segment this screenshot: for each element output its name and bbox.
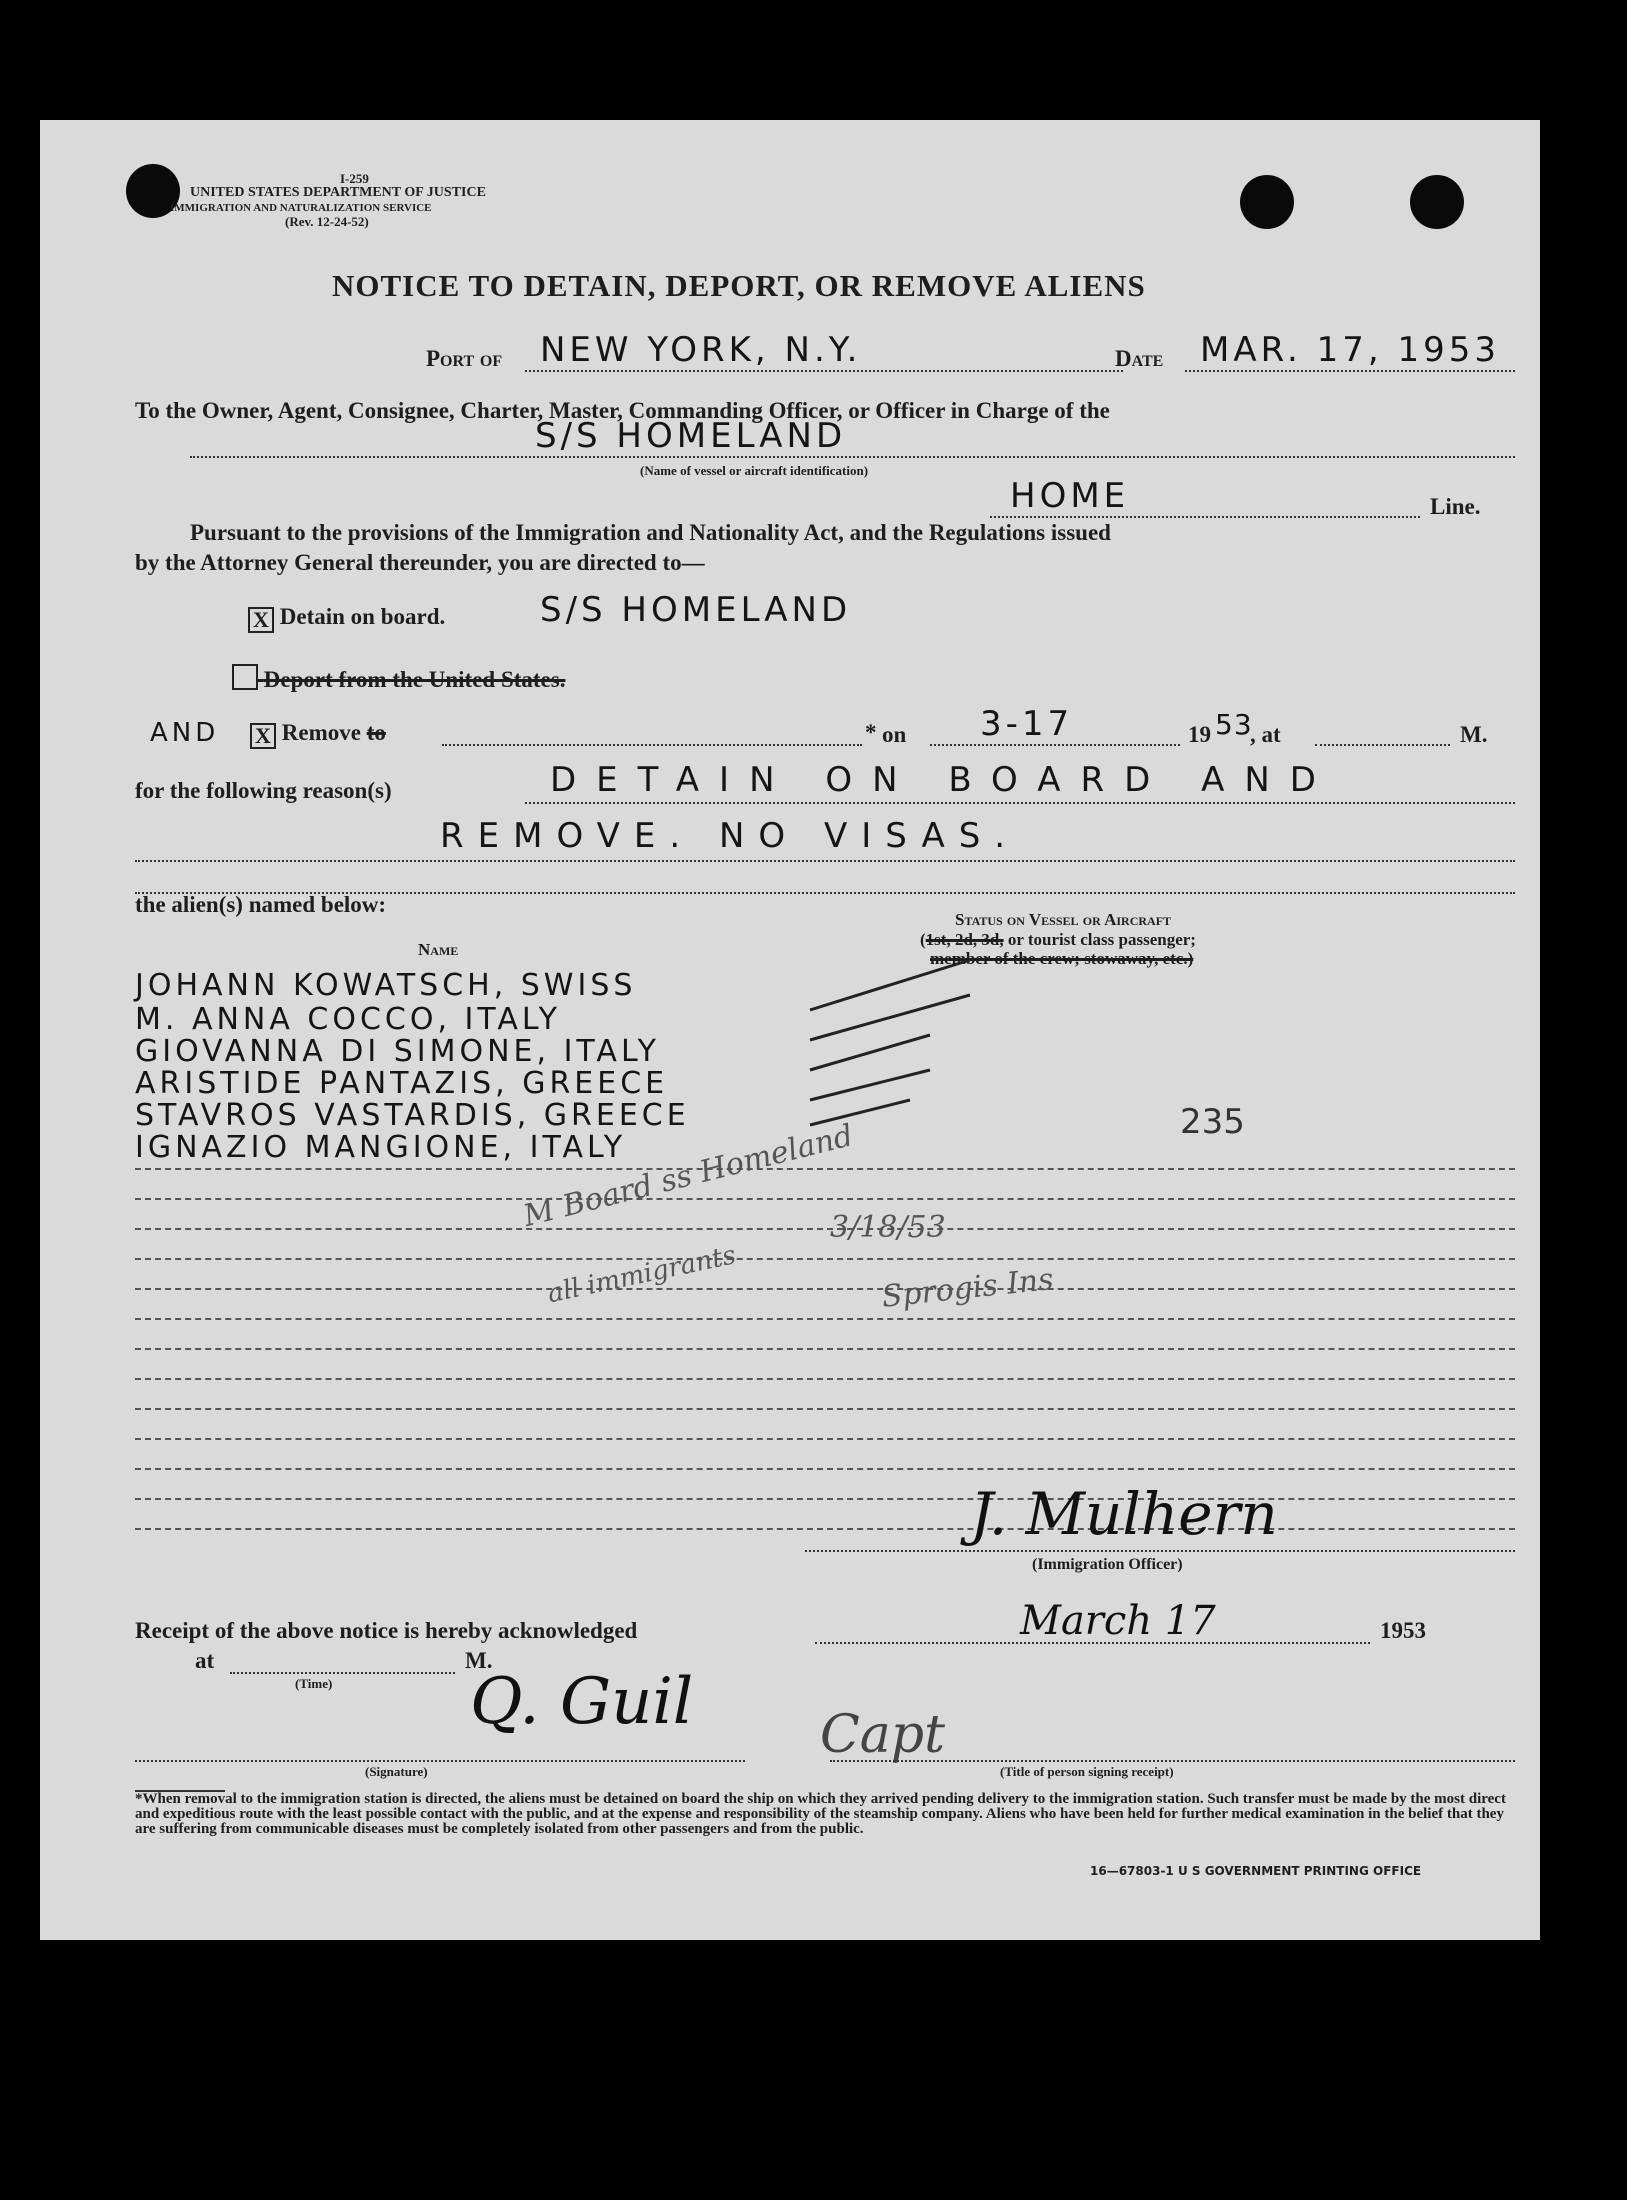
pursuant-text-2: by the Attorney General thereunder, you are directed to— <box>135 550 705 575</box>
officer-line <box>805 1550 1515 1552</box>
reasons-line-1-value: DETAIN ON BOARD AND <box>550 760 1336 800</box>
receipt-signature: Q. Guil <box>470 1665 694 1739</box>
status-subheader-1: (1st, 2d, 3d, or tourist class passenger; <box>920 930 1196 949</box>
date-label: Date <box>1115 346 1164 371</box>
status-tourist-class: or tourist class passenger; <box>1007 930 1196 949</box>
status-column-header: Status on Vessel or Aircraft <box>955 910 1172 929</box>
time-caption: (Time) <box>295 1676 333 1691</box>
ruled-line <box>135 1198 1515 1200</box>
receipt-text: Receipt of the above notice is hereby acknowledged <box>135 1618 638 1643</box>
deport-checkbox <box>232 664 258 690</box>
aliens-label: the alien(s) named below: <box>135 892 387 917</box>
pencil-annotation-date: 3/18/53 <box>830 1210 946 1245</box>
status-ditto-strokes <box>800 940 1220 1150</box>
ruled-line <box>135 1288 1515 1290</box>
remove-checkbox[interactable]: X <box>250 723 276 749</box>
reasons-line-1 <box>525 802 1515 804</box>
form-sheet <box>40 120 1540 1940</box>
line-field <box>990 516 1420 518</box>
status-struck-classes: 1st, 2d, 3d, <box>925 930 1004 949</box>
ruled-line <box>135 1468 1515 1470</box>
title-line <box>830 1760 1515 1762</box>
alien-row: GIOVANNA DI SIMONE, ITALY <box>135 1034 661 1069</box>
alien-row: IGNAZIO MANGIONE, ITALY <box>135 1130 627 1165</box>
line-label: Line. <box>1430 494 1481 519</box>
receipt-date-value: March 17 <box>1020 1598 1216 1644</box>
officer-caption: (Immigration Officer) <box>1032 1556 1183 1573</box>
ruled-line <box>135 1228 1515 1230</box>
ruled-line <box>135 1498 1515 1500</box>
alien-row: JOHANN KOWATSCH, SWISS <box>135 968 637 1003</box>
port-label: Port of <box>426 346 503 371</box>
remove-struck-word: to <box>366 720 386 745</box>
punch-hole <box>1240 175 1294 229</box>
alien-count-number: 235 <box>1180 1102 1245 1142</box>
remove-option[interactable] <box>250 720 386 749</box>
ruled-line <box>135 1348 1515 1350</box>
pencil-annotation-initials: Sprogis Ins <box>880 1261 1056 1315</box>
remove-year-prefix: 19 <box>1188 722 1211 747</box>
remove-on-label: on <box>882 722 907 747</box>
remove-to-line <box>442 744 862 746</box>
addressee-text: To the Owner, Agent, Consignee, Charter, Master, Commanding Officer, or Officer in Charge of the <box>135 398 1110 423</box>
remove-at-label: , at <box>1250 722 1281 747</box>
receipt-m-label: M. <box>465 1648 493 1673</box>
receipt-title-value: Capt <box>820 1705 945 1765</box>
remove-time-line <box>1315 744 1450 746</box>
punch-hole <box>1410 175 1464 229</box>
port-value: NEW YORK, N.Y. <box>540 330 862 370</box>
reasons-label: for the following reason(s) <box>135 778 392 803</box>
vessel-value: S/S HOMELAND <box>535 416 847 456</box>
form-number: I-259 <box>340 171 369 186</box>
detain-vessel: S/S HOMELAND <box>540 590 852 630</box>
ruled-line <box>135 1528 1515 1530</box>
ruled-line <box>135 1378 1515 1380</box>
reasons-line-2 <box>135 860 1515 862</box>
receipt-time-line <box>230 1672 455 1674</box>
reasons-line-2-value: REMOVE. NO VISAS. <box>440 816 1020 856</box>
remove-on-line <box>930 744 1180 746</box>
detain-checkbox[interactable]: X <box>248 607 274 633</box>
line-value: HOME <box>1010 476 1130 516</box>
signature-line <box>135 1760 745 1762</box>
remove-year-value: 53 <box>1215 708 1253 741</box>
deport-label: Deport from the United States. <box>263 667 566 692</box>
printer-code: 16—67803-1 U S GOVERNMENT PRINTING OFFICE <box>1090 1864 1422 1878</box>
pencil-annotation-line-2: all immigrants <box>545 1240 739 1310</box>
remove-on-value: 3-17 <box>980 704 1074 744</box>
alien-row: M. ANNA COCCO, ITALY <box>135 1002 561 1037</box>
ruled-line <box>135 1408 1515 1410</box>
form-title: NOTICE TO DETAIN, DEPORT, OR REMOVE ALIENS <box>332 268 1146 303</box>
ruled-line <box>135 1258 1515 1260</box>
detain-label: Detain on board. <box>279 604 446 629</box>
alien-row: STAVROS VASTARDIS, GREECE <box>135 1098 690 1133</box>
vessel-caption: (Name of vessel or aircraft identification) <box>640 463 869 478</box>
pursuant-text-1: Pursuant to the provisions of the Immigration and Nationality Act, and the Regulations issued <box>190 520 1111 545</box>
signature-caption: (Signature) <box>365 1764 428 1779</box>
alien-row: ARISTIDE PANTAZIS, GREECE <box>135 1066 669 1101</box>
ruled-line <box>135 1168 1515 1170</box>
officer-signature: J. Mulhern <box>970 1480 1278 1548</box>
receipt-at-label: at <box>195 1648 215 1673</box>
name-column-header: Name <box>418 940 459 959</box>
service-name: IMMIGRATION AND NATURALIZATION SERVICE <box>170 202 432 214</box>
remove-m-label: M. <box>1460 722 1488 747</box>
status-subheader-2: member of the crew; stowaway, etc.) <box>930 949 1194 968</box>
deport-option <box>232 664 565 693</box>
department-name: UNITED STATES DEPARTMENT OF JUSTICE <box>190 185 486 200</box>
date-line <box>1185 370 1515 372</box>
remove-asterisk: * <box>865 720 877 745</box>
title-caption: (Title of person signing receipt) <box>1000 1764 1174 1779</box>
port-line <box>525 370 1123 372</box>
vessel-line <box>190 456 1515 458</box>
date-value: MAR. 17, 1953 <box>1200 330 1501 370</box>
form-revision: (Rev. 12-24-52) <box>285 214 369 229</box>
detain-option[interactable] <box>248 604 445 633</box>
ruled-line <box>135 1318 1515 1320</box>
ruled-line <box>135 1438 1515 1440</box>
pencil-annotation-line-1: M Board ss Homeland <box>520 1118 857 1234</box>
receipt-year: 1953 <box>1380 1618 1426 1643</box>
remove-label: Remove <box>281 720 361 745</box>
remove-prefix: AND <box>150 718 220 748</box>
footnote: *When removal to the immigration station is directed, the aliens must be detained on board the ship on which they arrived pending delivery to the immigration station. Such transfer must be made by the most direct and expeditious route with the least possible contact with the public, and at the expense and responsibility of the steamship company. Aliens who have been held for further medical examination in the belief that they are suffering from communicable diseases must be completely isolated from other passengers and from the public. <box>135 1791 1506 1837</box>
